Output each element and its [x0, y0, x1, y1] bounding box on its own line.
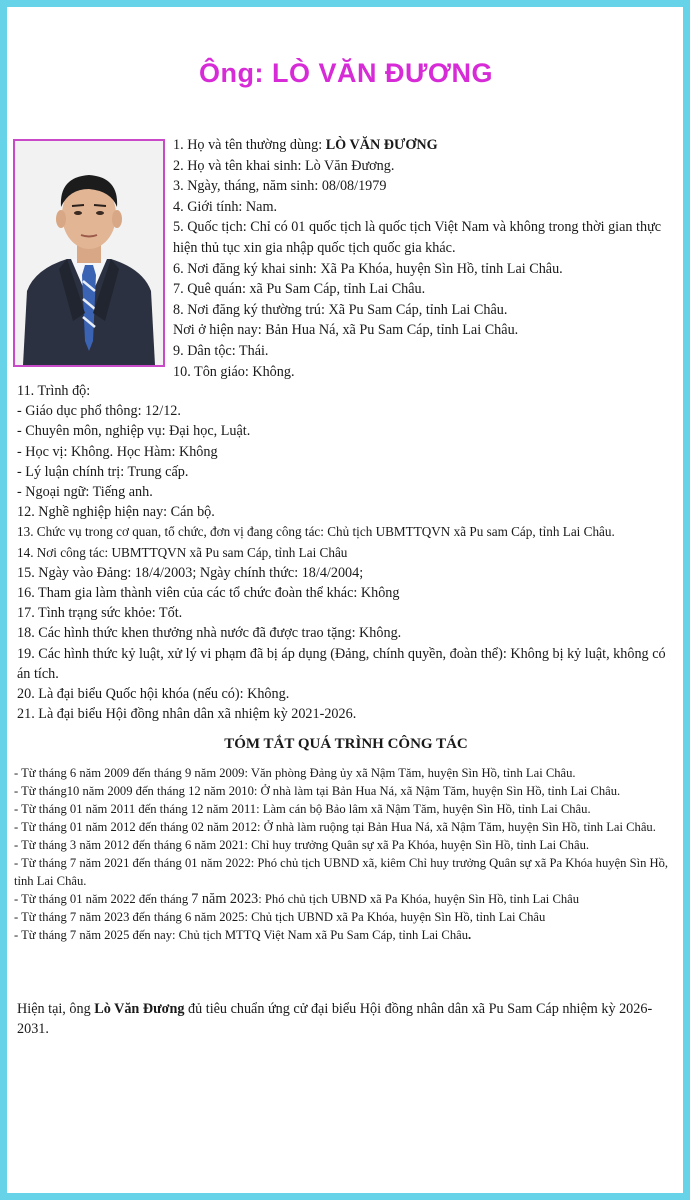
- summary-paragraph: [17, 1000, 672, 1039]
- detail-line-21: 21. Là đại biểu Hội đồng nhân dân xã nhiệm kỳ 2021-2026.: [17, 706, 357, 723]
- info-line-9: 9. Dân tộc: Thái.: [173, 342, 269, 359]
- info-line-8: 8. Nơi đăng ký thường trú: Xã Pu Sam Cáp, tỉnh Lai Châu.: [173, 301, 508, 318]
- detail-line-20: 20. Là đại biểu Quốc hội khóa (nếu có): Không.: [17, 686, 290, 703]
- page-title: Ông: LÒ VĂN ĐƯƠNG: [199, 58, 493, 88]
- career-item-7-start: - Từ tháng 01 năm 2022 đến tháng: [14, 892, 192, 907]
- detail-line-14: 14. Nơi công tác: UBMTTQVN xã Pu sam Cáp, tỉnh Lai Châu: [17, 544, 348, 560]
- portrait-photo: [13, 139, 165, 367]
- detail-line-11e: - Ngoại ngữ: Tiếng anh.: [17, 484, 153, 501]
- section-title: TÓM TẮT QUÁ TRÌNH CÔNG TÁC: [224, 736, 468, 752]
- info-line-3: 3. Ngày, tháng, năm sinh: 08/08/1979: [173, 178, 387, 195]
- detail-line-11b: - Chuyên môn, nghiệp vụ: Đại học, Luật.: [17, 423, 251, 440]
- summary-name: Lò Văn Đương: [94, 1001, 185, 1017]
- career-item-2: - Từ tháng10 năm 2009 đến tháng 12 năm 2010: Ở nhà làm tại Bản Hua Ná, xã Nậm Tăm, huyện Sìn Hồ, tỉnh Lai Châu.: [14, 784, 621, 799]
- info-line-2: 2. Họ và tên khai sinh: Lò Văn Đương.: [173, 157, 395, 174]
- detail-line-16: 16. Tham gia làm thành viên của các tổ chức đoàn thể khác: Không: [17, 585, 400, 602]
- info-label: 1. Họ và tên thường dùng:: [173, 137, 326, 153]
- career-item-7-date: 7 năm 2023: [191, 891, 259, 908]
- career-list: [14, 765, 676, 945]
- summary-end: đủ tiêu chuẩn ứng cử đại biểu Hội đồng nhân dân xã Pu Sam Cáp nhiệm kỳ 2026-2031.: [17, 1001, 653, 1037]
- info-line-5: 5. Quốc tịch: Chỉ có 01 quốc tịch là quốc tịch Việt Nam và không trong thời gian thực hiện thủ tục xin gia nhập quốc tịch quốc gia khác.: [173, 219, 662, 256]
- info-line-4: 4. Giới tính: Nam.: [173, 198, 278, 215]
- info-line-1: [173, 135, 673, 156]
- detail-line-11d: - Lý luận chính trị: Trung cấp.: [17, 463, 189, 480]
- personal-info: [173, 135, 673, 382]
- career-item-9: [14, 927, 676, 945]
- career-item-9-text: - Từ tháng 7 năm 2025 đến nay: Chủ tịch MTTQ Việt Nam xã Pu Sam Cáp, tỉnh Lai Châu: [14, 928, 469, 943]
- detail-line-18: 18. Các hình thức khen thưởng nhà nước đã được trao tặng: Không.: [17, 625, 402, 642]
- detail-line-17: 17. Tình trạng sức khỏe: Tốt.: [17, 605, 183, 622]
- detail-line-15: 15. Ngày vào Đảng: 18/4/2003; Ngày chính thức: 18/4/2004;: [17, 564, 364, 581]
- summary-start: Hiện tại, ông: [17, 1001, 95, 1017]
- info-common-name: LÒ VĂN ĐƯƠNG: [325, 137, 438, 153]
- career-item-1: - Từ tháng 6 năm 2009 đến tháng 9 năm 2009: Văn phòng Đảng ủy xã Nậm Tăm, huyện Sìn Hồ, tỉnh Lai Châu.: [14, 766, 576, 780]
- portrait-icon: [15, 141, 163, 365]
- info-line-6: 6. Nơi đăng ký khai sinh: Xã Pa Khóa, huyện Sìn Hồ, tỉnh Lai Châu.: [173, 260, 563, 277]
- career-item-4: - Từ tháng 01 năm 2012 đến tháng 02 năm 2012: Ở nhà làm ruộng tại Bản Hua Ná, xã Nậm Tăm, huyện Sìn Hồ, tỉnh Lai Châu.: [14, 820, 656, 835]
- detail-info: [17, 381, 672, 724]
- career-item-9-period: .: [468, 928, 472, 943]
- career-item-8: - Từ tháng 7 năm 2023 đến tháng 6 năm 2025: Chủ tịch UBND xã Pa Khóa, huyện Sìn Hồ, tỉnh Lai Châu: [14, 910, 546, 925]
- career-item-6: - Từ tháng 7 năm 2021 đến tháng 01 năm 2022: Phó chủ tịch UBND xã, kiêm Chỉ huy trưởng Quân sự xã Pa Khóa huyện Sìn Hồ, tỉnh Lai Châu.: [14, 856, 669, 889]
- career-item-3: - Từ tháng 01 năm 2011 đến tháng 12 năm 2011: Làm cán bộ Bảo lâm xã Nậm Tăm, huyện Sìn Hồ, tỉnh Lai Châu.: [14, 802, 591, 817]
- career-item-7-end: : Phó chủ tịch UBND xã Pa Khóa, huyện Sìn Hồ, tỉnh Lai Châu: [258, 892, 580, 907]
- detail-line-12: 12. Nghề nghiệp hiện nay: Cán bộ.: [17, 504, 215, 521]
- info-line-7: 7. Quê quán: xã Pu Sam Cáp, tỉnh Lai Châu.: [173, 281, 426, 298]
- info-line-8b: Nơi ở hiện nay: Bản Hua Ná, xã Pu Sam Cáp, tỉnh Lai Châu.: [173, 322, 519, 339]
- career-item-7: [14, 891, 676, 909]
- detail-line-11c: - Học vị: Không. Học Hàm: Không: [17, 443, 218, 460]
- detail-line-11a: - Giáo dục phổ thông: 12/12.: [17, 403, 181, 420]
- detail-line-13: 13. Chức vụ trong cơ quan, tổ chức, đơn vị đang công tác: Chủ tịch UBMTTQVN xã Pu sam Cáp, tỉnh Lai Châu.: [17, 524, 615, 540]
- info-line-10: 10. Tôn giáo: Không.: [173, 363, 295, 380]
- career-item-5: - Từ tháng 3 năm 2012 đến tháng 6 năm 2021: Chỉ huy trưởng Quân sự xã Pa Khóa, huyện Sìn Hồ, tỉnh Lai Châu.: [14, 838, 590, 853]
- detail-line-11: 11. Trình độ:: [17, 383, 91, 399]
- detail-line-19: 19. Các hình thức kỷ luật, xử lý vi phạm đã bị áp dụng (Đảng, chính quyền, đoàn thể): Không bị kỷ luật, không có án tích.: [17, 645, 666, 682]
